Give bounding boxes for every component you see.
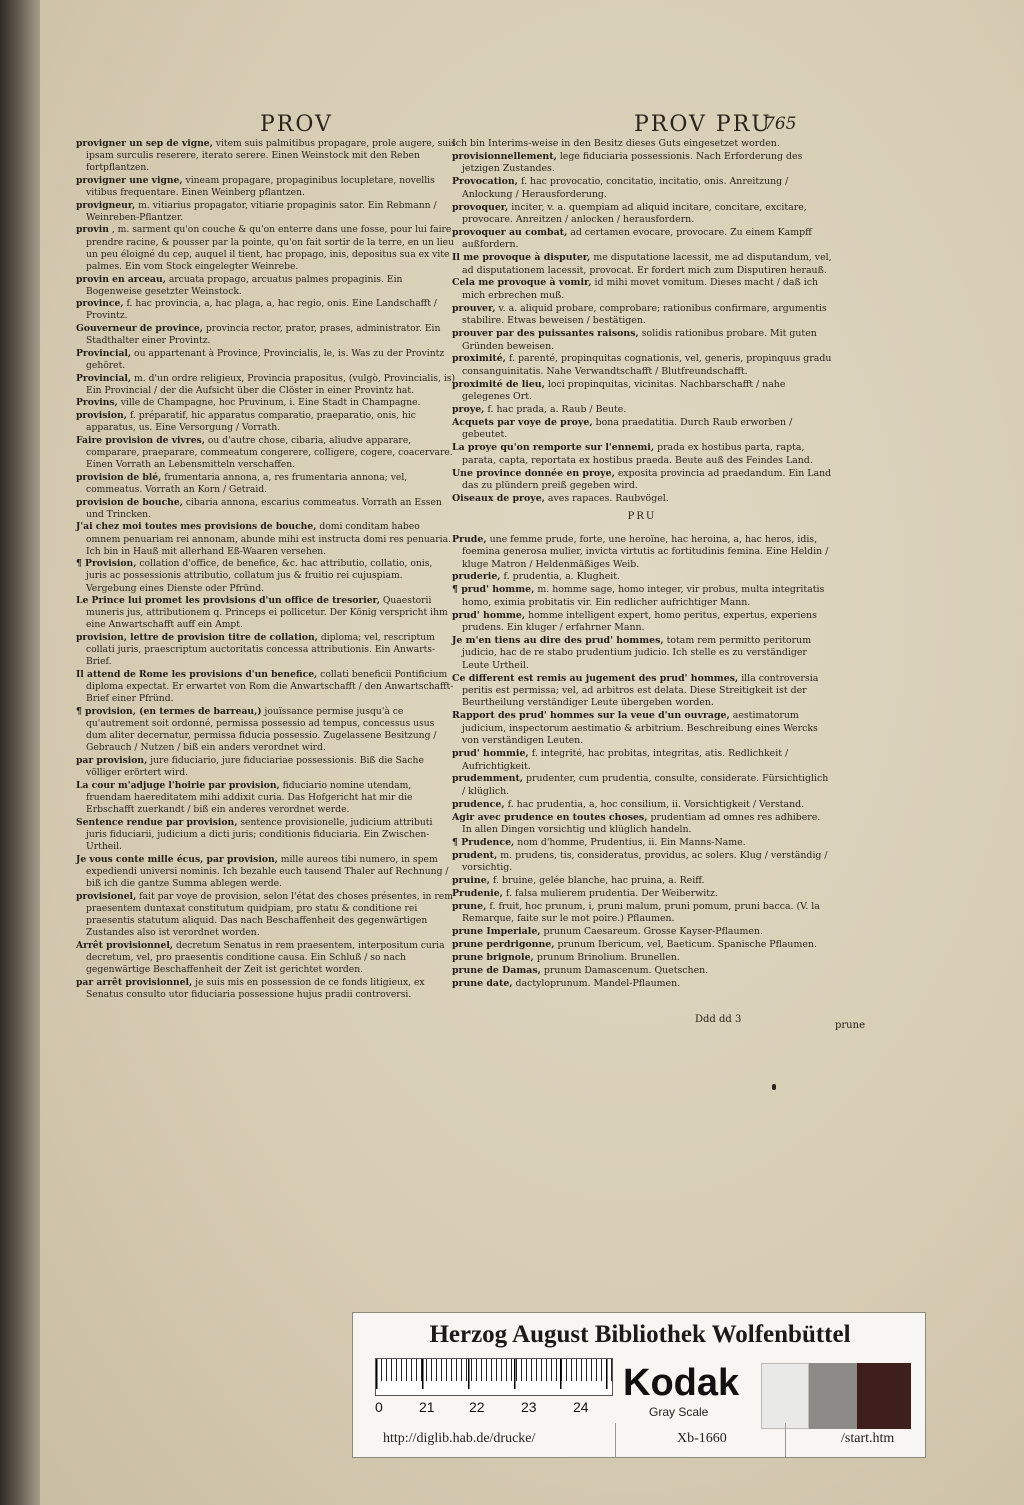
start-path: /start.htm — [841, 1431, 895, 1446]
entry-headword: provin — [76, 224, 109, 236]
entry-headword: Une province donnée en proye, — [452, 467, 615, 479]
dictionary-entry — [452, 875, 832, 887]
entry-headword: province, — [76, 298, 124, 310]
entry-definition: bona praedatitia. Durch Raub erworben / gebeutet. — [462, 416, 793, 441]
entry-definition: solidis rationibus probare. Mit guten Gründen beweisen. — [462, 328, 817, 352]
entry-headword: proximité de lieu, — [452, 378, 545, 390]
ruler-number: 21 — [419, 1399, 435, 1415]
entry-headword: prune brignole, — [452, 952, 534, 964]
dictionary-entry — [452, 901, 832, 926]
entry-definition: provincia rector, prator, prases, administrator. Ein Stadthalter einer Provintz. — [86, 323, 441, 347]
entry-headword: Acquets par voye de proye, — [452, 416, 593, 428]
entry-definition: f. hac prudentia, a, hoc consilium, ii. Vorsichtigkeit / Verstand. — [507, 798, 805, 810]
entry-headword: prune de Damas, — [452, 965, 541, 976]
dictionary-entry — [76, 977, 456, 1001]
dictionary-entry — [76, 224, 456, 273]
dictionary-entry — [76, 755, 456, 779]
dictionary-entry — [452, 468, 832, 493]
entry-definition: diploma; vel, rescriptum collati juris, praescriptum auctoritatis concessa attributionis. Ein Anwarts-Brief. — [86, 632, 436, 668]
entry-headword: La cour m'adjuge l'hoirie par provision, — [76, 779, 280, 791]
entry-definition: f. falsa mulierem prudentia. Der Weiberwitz. — [505, 888, 718, 900]
entry-definition: prunum Brinolium. Brunellen. — [536, 952, 680, 964]
entry-headword: provision de bouche, — [76, 496, 183, 508]
ruler-number: 24 — [573, 1399, 589, 1415]
library-target-card — [352, 1312, 926, 1458]
gray-patch-light — [761, 1363, 809, 1429]
dictionary-entry — [452, 534, 832, 571]
entry-headword: provigner une vigne, — [76, 174, 183, 186]
signature-mark: Ddd dd 3 — [695, 1014, 742, 1025]
dictionary-entry — [76, 435, 456, 471]
dictionary-entry — [452, 952, 832, 964]
dictionary-entry — [452, 379, 832, 404]
entry-headword: La proye qu'on remporte sur l'ennemi, — [452, 442, 655, 454]
entry-headword: par provision, — [76, 755, 148, 767]
entry-definition: totam rem permitto peritorum judicio, hac de re stabo prudentium judicio. Ich stelle es zu verständiger Leute Urtheil. — [462, 634, 812, 671]
dictionary-entry — [76, 891, 456, 940]
entry-definition: collati beneficii Pontificium diploma expectat. Er erwartet von Rom die Anwartschafft / den Anwartschafft-Brief einer Pfründ. — [86, 669, 454, 705]
dictionary-entry — [76, 200, 456, 224]
dictionary-entry — [452, 773, 832, 798]
entry-definition: Quaestorii muneris jus, attributionem q. Princeps ei pollicetur. Der König verspricht ihm eine Anwartschafft auff ein Ampt. — [86, 595, 448, 631]
entry-headword: prune Imperiale, — [452, 926, 541, 938]
entry-headword: Agir avec prudence en toutes choses, — [452, 811, 648, 823]
entry-headword: Faire provision de vivres, — [76, 434, 205, 446]
dictionary-entry — [452, 277, 832, 302]
entry-definition: prudenter, cum prudentia, consulte, considerate. Fürsichtiglich / klüglich. — [462, 773, 829, 797]
entry-headword: provin en arceau, — [76, 273, 166, 285]
dictionary-entry — [452, 151, 832, 176]
dictionary-entry — [452, 584, 832, 609]
entry-definition: homme intelligent expert, homo peritus, expertus, experiens prudens. Ein kluger / erfahrner Mann. — [462, 609, 817, 634]
entry-headword: par arrêt provisionnel, — [76, 976, 193, 988]
entry-definition: f. integrité, hac probitas, integritas, atis. Redlichkeit / Aufrichtigkeit. — [462, 748, 789, 772]
entry-definition: f. hac prada, a. Raub / Beute. — [487, 404, 627, 416]
dictionary-entry — [76, 373, 456, 397]
entry-headword: prouver, — [452, 302, 496, 314]
entry-headword: provision, lettre de provision titre de collation, — [76, 632, 318, 644]
entry-headword: prudemment, — [452, 773, 524, 785]
entry-definition: nom d'homme, Prudentius, ii. Ein Manns-Name. — [517, 836, 746, 848]
entry-headword: Provincial, — [76, 372, 132, 384]
entry-definition: prunum Damascenum. Quetschen. — [543, 965, 709, 976]
dictionary-entry — [452, 926, 832, 938]
entry-definition: jure fiduciario, jure fiduciariae possessionis. Biß die Sache völliger erörtert wird. — [86, 755, 424, 779]
entry-headword: Sentence rendue par provision, — [76, 816, 238, 828]
entry-definition: arcuata propago, arcuatus palmes propaginis. Ein Bogenweise gesetzter Weinstock. — [86, 273, 403, 297]
ink-speck — [772, 1084, 776, 1090]
entry-headword: provigner un sep de vigne, — [76, 138, 213, 149]
dictionary-entry — [452, 353, 832, 378]
catchword: prune — [835, 1020, 865, 1031]
entry-definition: une femme prude, forte, une heroïne, hac heroina, a, hac heros, idis, foemina generosa mulier, invicta virtutis ac fortitudinis femina. Eine Heldin / kluge Matron / Heldenmäßiges Weib. — [462, 533, 829, 570]
entry-definition: prunum Caesareum. Grosse Kayser-Pflaumen. — [543, 926, 763, 938]
dictionary-entry — [76, 854, 456, 890]
dictionary-entry — [452, 176, 832, 201]
dictionary-entry — [452, 404, 832, 416]
dictionary-entry — [76, 521, 456, 557]
left-column — [76, 138, 456, 1001]
dictionary-entry — [76, 397, 456, 409]
entry-headword: pruderie, — [452, 571, 501, 583]
entry-definition: f. préparatif, hic apparatus comparatio, praeparatio, onis, hic apparatus, us. Eine Versorgung / Vorrath. — [86, 410, 416, 434]
entry-definition: illa controversia peritis est permissa; vel, ad arbitros est delata. Diese Streitigkeit ist der Beurtheilung verständiger Leute übergeben worden. — [462, 672, 819, 709]
dictionary-entry — [76, 298, 456, 322]
entry-definition: v. a. aliquid probare, comprobare; rationibus confirmare, argumentis stabilire. Etwas beweisen / bestätigen. — [462, 302, 827, 327]
entry-definition: ou d'autre chose, cibaria, aliudve apparare, comparare, praeparare, commeatum congerere, colligere, cogere, coacervare. Einen Vorrath an Lebensmitteln verschaffen. — [86, 434, 453, 471]
dictionary-entry — [76, 323, 456, 347]
dictionary-entry — [452, 635, 832, 672]
entry-definition: m. vitiarius propagator, vitiarie propaginis sator. Ein Rebmann / Weinreben-Pflantzer. — [86, 199, 437, 223]
entry-definition: aestimatorum judicium, inspectorum aestimatio & arbitrium. Beschreibung eines Wercks von verständigen Leuten. — [462, 710, 818, 747]
gray-patch-dark — [857, 1363, 911, 1429]
ruler-number: 22 — [469, 1399, 485, 1415]
entry-definition: sentence provisionelle, judicium attributi juris fiduciarii, judicium a dicti juris; conditionis fiduciaria. Ein Zwischen-Urtheil. — [86, 816, 433, 853]
dictionary-entry — [452, 571, 832, 583]
dictionary-entry — [452, 202, 832, 227]
right-column — [452, 138, 832, 991]
entry-headword: Oiseaux de proye, — [452, 492, 545, 504]
entry-headword: Rapport des prud' hommes sur la veue d'un ouvrage, — [452, 710, 730, 722]
dictionary-entry — [452, 493, 832, 505]
dictionary-entry — [76, 175, 456, 199]
card-divider — [615, 1423, 616, 1457]
entry-definition: jouïssance permise jusqu'à ce qu'autrement soit ordonné, permissa possessio ad tempus, concessus usus dum aliter decernatur, permissa fiducia possessio. Zugelassene Besitzung / Gebrauch / Nutzen / biß ein anders verordnet wird. — [86, 705, 437, 754]
entry-headword: Prude, — [452, 533, 487, 545]
entry-definition: m. homme sage, homo integer, vir probus, multa integritatis homo, eximia probitatis vir. Ein redlicher aufrichtiger Mann. — [462, 584, 825, 608]
entry-headword: prouver par des puissantes raisons, — [452, 328, 639, 340]
entry-definition: fait par voye de provision, selon l'état des choses présentes, in rem praesentem duntaxat constitutum quidpiam, pro statu & conditione rei praesentis statutum aliquid. Das nach Beschaffenheit des gegenwärtigen Zustandes also ist verordnet worden. — [86, 890, 453, 938]
entry-definition: prada ex hostibus parta, rapta, parata, capta, reportata ex hostibus praeda. Beute auß des Feindes Land. — [462, 442, 813, 466]
entry-headword: ¶ prud' homme, — [452, 584, 535, 596]
entry-headword: prudent, — [452, 849, 498, 861]
entry-headword: provigneur, — [76, 199, 136, 211]
entry-headword: prune perdrigonne, — [452, 939, 555, 951]
ruler-number: 23 — [521, 1399, 537, 1415]
entry-definition: collation d'office, de benefice, &c. hac attributio, collatio, onis, juris ac possessionis attributio, collatum jus & fruitio rei cujuspiam. Vergebung eines Dienste oder Pfründ. — [86, 558, 433, 594]
dictionary-entry — [452, 138, 832, 150]
entry-definition: dactyloprunum. Mandel-Pflaumen. — [515, 977, 681, 989]
entry-headword: ¶ Provision, — [76, 558, 137, 570]
entry-definition: f. fruit, hoc prunum, i, pruni malum, pruni pomum, pruni bacca. (V. la Remarque, faite sur le mot poire.) Pflaumen. — [462, 900, 820, 925]
card-divider — [785, 1423, 786, 1457]
entry-headword: Je m'en tiens au dire des prud' hommes, — [452, 634, 664, 646]
dictionary-entry — [452, 442, 832, 467]
library-title: Herzog August Bibliothek Wolfenbüttel — [429, 1321, 851, 1348]
entry-definition: prunum Ibericum, vel, Baeticum. Spanische Pflaumen. — [557, 939, 817, 951]
dictionary-entry — [452, 252, 832, 277]
entry-headword: prud' homme, — [452, 609, 526, 621]
entry-definition: id mihi movet vomitum. Dieses macht / daß ich mich erbrechen muß. — [462, 277, 819, 301]
dictionary-entry — [76, 558, 456, 594]
entry-definition: fiduciario nomine utendam, fruendam haereditatem mihi addixit curia. Das Hofgericht hat mir die Erbschafft zuerkandt / biß ein anderes verordnet werde. — [86, 779, 413, 816]
entry-definition: f. hac provincia, a, hac plaga, a, hac regio, onis. Eine Landschafft / Provintz. — [86, 298, 437, 322]
dictionary-entry — [452, 812, 832, 837]
dictionary-entry — [452, 610, 832, 635]
dictionary-entry — [452, 965, 832, 977]
ruler-major-ticks — [376, 1359, 612, 1389]
entry-definition: ville de Champagne, hoc Pruvinum, i. Eine Stadt in Champagne. — [120, 397, 421, 409]
entry-definition: exposita provincia ad praedandum. Ein Land das zu plündern preiß gegeben wird. — [462, 467, 832, 491]
entry-headword: provisionel, — [76, 890, 137, 902]
entry-headword: provoquer, — [452, 201, 509, 213]
library-url: http://diglib.hab.de/drucke/ — [383, 1431, 536, 1446]
entry-definition: vineam propagare, propaginibus locupletare, novellis vitibus frequentare. Einen Weinberg pflantzen. — [86, 174, 435, 199]
entry-definition: aves rapaces. Raubvögel. — [547, 492, 669, 504]
gray-scale-label: Gray Scale — [649, 1405, 709, 1419]
dictionary-entry — [76, 780, 456, 816]
entry-definition: frumentaria annona, a, res frumentaria annona; vel, commeatus. Vorrath an Korn / Getraid. — [86, 471, 408, 495]
dictionary-entry — [76, 138, 456, 174]
entry-headword: prudence, — [452, 798, 505, 810]
book-page — [40, 0, 1024, 1505]
entry-definition: ad certamen evocare, provocare. Zu einem Kampff außfordern. — [462, 226, 812, 251]
entry-headword: Prudenie, — [452, 888, 503, 900]
entry-definition: cibaria annona, escarius commeatus. Vorrath an Essen und Trincken. — [86, 496, 442, 520]
entry-definition: f. prudentia, a. Klugheit. — [503, 571, 620, 583]
page-number: 765 — [764, 114, 797, 134]
measurement-ruler — [375, 1358, 613, 1396]
entry-definition: me disputatione lacessit, me ad disputandum, vel, ad disputationem lacessit, provocat. Er fordert mich zum Disputiren herauß. — [462, 252, 832, 276]
dictionary-entry — [76, 274, 456, 298]
dictionary-entry — [452, 888, 832, 900]
entry-headword: prune, — [452, 900, 487, 912]
entry-headword: provision de blé, — [76, 471, 162, 483]
dictionary-entry — [76, 497, 456, 521]
ruler-numbers — [375, 1399, 615, 1415]
kodak-logo: Kodak — [623, 1362, 740, 1404]
entry-headword: Le Prince lui promet les provisions d'un office de tresorier, — [76, 595, 380, 607]
entry-definition: lege fiduciaria possessionis. Nach Erforderung des jetzigen Zustandes. — [462, 150, 803, 175]
header-left: PROV — [260, 112, 333, 137]
entry-headword: Gouverneur de province, — [76, 323, 203, 335]
entry-headword: provision, — [76, 410, 127, 422]
entry-headword: provisionnellement, — [452, 150, 557, 162]
dictionary-entry — [452, 837, 832, 849]
entry-definition: je suis mis en possession de ce fonds litigieux, ex Senatus consulto utor fiduciaria possessione hujus pradii controversi. — [86, 976, 425, 1000]
dictionary-entry — [76, 940, 456, 976]
entry-headword: prune date, — [452, 977, 513, 989]
entry-headword: Il attend de Rome les provisions d'un benefice, — [76, 669, 318, 681]
dictionary-entry — [76, 669, 456, 705]
entry-headword: ¶ Prudence, — [452, 836, 515, 848]
entry-definition: f. bruine, gelée blanche, hac pruina, a. Reiff. — [492, 875, 705, 887]
dictionary-entry — [76, 817, 456, 853]
dictionary-entry — [452, 328, 832, 353]
entry-headword: provoquer au combat, — [452, 226, 568, 238]
entry-definition: f. hac provocatio, concitatio, incitatio, onis. Anreitzung / Anlockung / Herausforderung. — [462, 176, 789, 200]
dictionary-entry — [76, 348, 456, 372]
entry-headword: Provincial, — [76, 347, 132, 359]
entry-definition: prudentiam ad omnes res adhibere. In allen Dingen vorsichtig und klüglich handeln. — [462, 811, 821, 836]
entry-definition: m. d'un ordre religieux, Provincia prapositus, (vulgò, Provincialis, is) Ein Provincial / der die Aufsicht über die Clöster in einer Provintz hat. — [86, 372, 456, 396]
entry-headword: Arrêt provisionnel, — [76, 939, 174, 951]
entry-headword: Provocation, — [452, 176, 518, 188]
dictionary-entry — [452, 710, 832, 747]
entry-headword: pruine, — [452, 875, 490, 887]
header-right: PROV PRU — [634, 112, 772, 137]
entry-definition: m. prudens, tis, consideratus, providus, ac solers. Klug / verständig / vorsichtig. — [462, 849, 828, 874]
dictionary-entry — [76, 472, 456, 496]
dictionary-entry — [452, 748, 832, 773]
entry-definition: , m. sarment qu'on couche & qu'on enterre dans une fosse, pour lui faire prendre racine, & pousser par la pointe, qu'on fait sortir de la terre, en un lieu un peu éloigné du cep, auquel il tient, hac propago, inis, depositus sua ex vite palmes. Ein vom Stock eingelegter Weinrebe. — [86, 224, 454, 272]
entry-headword: Il me provoque à disputer, — [452, 252, 591, 264]
entry-definition: mille aureos tibi numero, in spem expediendi universi nominis. Ich bezahle euch tausend Thaler auf Rechnung / biß ich die gantze Summa ablegen werde. — [86, 853, 449, 889]
dictionary-entry — [76, 595, 456, 631]
entry-definition: decretum Senatus in rem praesentem, interpositum curia decretum, vel, pro praesentis conditione causa. Ein Schluß / so nach gegenwärtige Beschaffenheit der Zeit ist gerichtet worden. — [86, 939, 445, 975]
entry-definition: domi conditam habeo omnem penuariam rei annonam, abunde mihi est instructa domi res penuaria. Ich bin in Hauß mit allerhand Eß-Waaren versehen. — [86, 521, 452, 557]
entry-headword: J'ai chez moi toutes mes provisions de bouche, — [76, 521, 317, 533]
shelfmark: Xb-1660 — [677, 1431, 727, 1446]
dictionary-entry — [452, 978, 832, 990]
dictionary-entry — [452, 227, 832, 252]
entry-headword: prud' hommie, — [452, 748, 529, 760]
entry-headword: proye, — [452, 404, 485, 416]
entry-headword: Ce different est remis au jugement des prud' hommes, — [452, 672, 739, 684]
entry-definition: f. parenté, propinquitas cognationis, vel, generis, propinquus gradu consanguinitatis. Nahe Verwandtschafft / Blutfreundschafft. — [462, 353, 832, 377]
dictionary-entry — [452, 417, 832, 442]
dictionary-entry — [452, 303, 832, 328]
entry-headword: ¶ provision, (en termes de barreau,) — [76, 705, 262, 717]
dictionary-entry — [76, 632, 456, 668]
dictionary-entry — [76, 706, 456, 755]
section-heading: PRU — [627, 511, 657, 523]
ruler-number: 0 — [375, 1399, 383, 1415]
entry-headword: Cela me provoque à vomir, — [452, 277, 592, 289]
dictionary-entry — [452, 673, 832, 710]
entry-headword: Je vous conte mille écus, par provision, — [76, 853, 278, 865]
dictionary-entry — [452, 850, 832, 875]
entry-definition: loci propinquitas, vicinitas. Nachbarschafft / nahe gelegenes Ort. — [462, 378, 786, 403]
dictionary-entry — [452, 939, 832, 951]
dictionary-entry — [452, 799, 832, 811]
dictionary-entry — [76, 410, 456, 434]
gray-patch-mid — [809, 1363, 857, 1429]
entry-definition: vitem suis palmitibus propagare, prole augere, suis ipsam surculis reserere, iterato serere. Einen Weinstock mit den Reben fortpflantzen. — [86, 138, 456, 174]
entry-definition: Ich bin Interims-weise in den Besitz dieses Guts eingesetzet worden. — [452, 138, 780, 149]
entry-headword: proximité, — [452, 353, 506, 365]
entry-definition: ou appartenant à Province, Provincialis, le, is. Was zu der Provintz gehöret. — [86, 347, 445, 372]
entry-definition: inciter, v. a. quempiam ad aliquid incitare, concitare, excitare, provocare. Anreitzen / anlocken / herausfordern. — [462, 201, 807, 225]
entry-headword: Provins, — [76, 397, 118, 409]
